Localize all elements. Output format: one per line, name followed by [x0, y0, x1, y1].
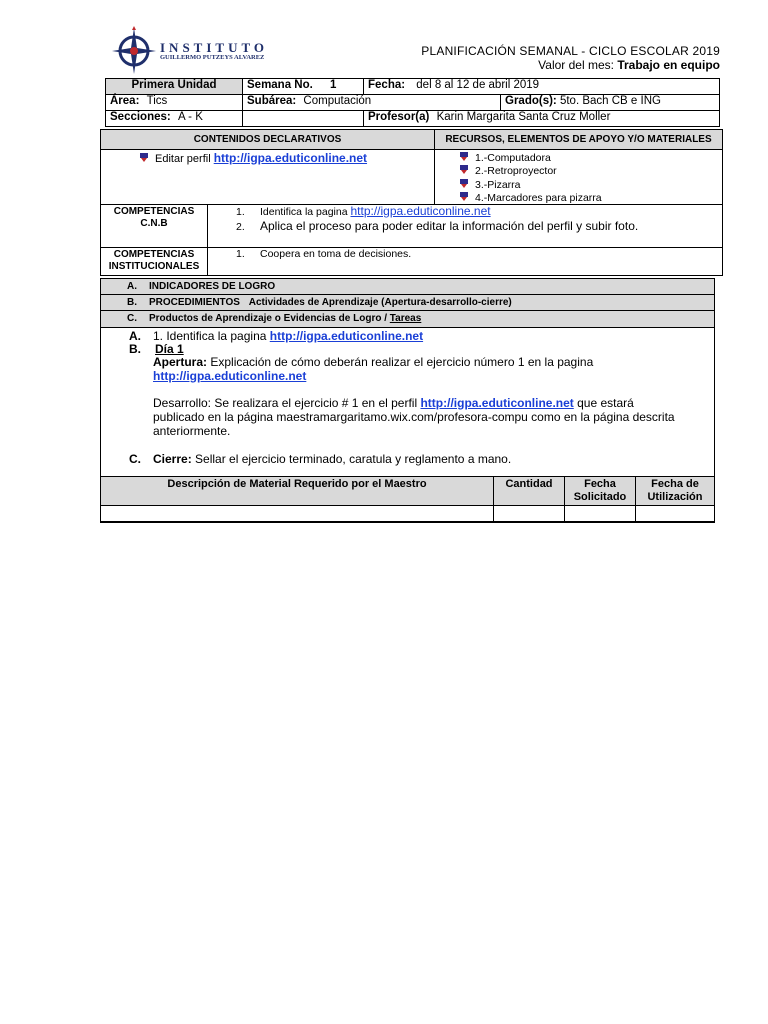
info-table: [105, 78, 720, 127]
contenidos-header-label: CONTENIDOS DECLARATIVOS: [193, 134, 342, 145]
contenidos-header: [101, 130, 435, 150]
compass-icon: [110, 26, 162, 76]
profesor-cell: [364, 111, 720, 127]
actividad-b: B. Día 1: [129, 342, 184, 356]
inst-item: Coopera en toma de decisiones.: [260, 248, 412, 261]
grado-cell: [501, 95, 720, 111]
profesor-label: Profesor(a): [368, 111, 430, 123]
recursos-header-label: RECURSOS, ELEMENTOS DE APOYO Y/O MATERIALES: [445, 134, 712, 145]
subarea-label: Subárea:: [247, 95, 297, 107]
material-cell: [636, 506, 715, 522]
bullet-icon: [459, 165, 469, 175]
grado-label: Grado(s):: [505, 95, 557, 107]
fecha-value: del 8 al 12 de abril 2019: [416, 79, 540, 91]
cnb-item: 2. Aplica el proceso para poder editar la información del perfil y subir foto.: [236, 219, 639, 234]
contenidos-table: [100, 129, 723, 276]
bullet-icon: [459, 152, 469, 162]
valor-value: Trabajo en equipo: [617, 58, 720, 72]
bullet-icon: [459, 179, 469, 189]
actividades-body: [101, 328, 714, 478]
recurso-item: 1.-Computadora: [459, 151, 718, 164]
contenidos-item-text: Editar perfil: [155, 153, 214, 165]
page-title: PLANIFICACIÓN SEMANAL - CICLO ESCOLAR 2019: [421, 44, 720, 58]
unidad: Primera Unidad: [131, 79, 217, 91]
bullet-icon: [139, 153, 149, 163]
subarea-cell: [243, 95, 501, 111]
empty-cell: [243, 111, 364, 127]
fecha-label: Fecha:: [368, 79, 406, 91]
competencias-inst-label: COMPETENCIAS INSTITUCIONALES: [101, 248, 208, 276]
area-value: Tics: [146, 95, 168, 107]
cnb-item-link[interactable]: http://igpa.eduticonline.net: [350, 204, 491, 219]
cierre: C. Cierre: Sellar el ejercicio terminado, caratula y reglamento a mano.: [129, 452, 512, 466]
material-desc-header: Descripción de Material Requerido por el Maestro: [101, 477, 494, 506]
competencias-cnb-cell: [208, 205, 723, 248]
tareas-label: Tareas: [389, 313, 422, 324]
subarea-value: Computación: [303, 95, 372, 107]
area-cell: [106, 95, 243, 111]
recurso-item: 4.-Marcadores para pizarra: [459, 191, 718, 204]
desarrollo: Desarrollo: Se realizara el ejercicio # 1 en el perfil http://igpa.eduticonline.net que estará publicado en la página maestramargaritamo.wix.com/profesora-compu como en la página descrita anteriormente.: [153, 396, 675, 438]
recursos-cell: [434, 150, 722, 205]
contenidos-item-link[interactable]: http://igpa.eduticonline.net: [213, 151, 368, 165]
recurso-item: 2.-Retroproyector: [459, 164, 718, 177]
material-fecha-uti-header: Fecha de Utilización: [636, 477, 715, 506]
logo-subtitle: GUILLERMO PUTZEYS ALVAREZ: [160, 54, 265, 61]
semana-value: 1: [330, 79, 337, 91]
indicador-a-row: A. INDICADORES DE LOGRO: [101, 279, 714, 295]
apertura-link[interactable]: http://igpa.eduticonline.net: [153, 369, 307, 383]
competencias-inst-cell: 1. Coopera en toma de decisiones.: [208, 248, 723, 276]
grado-value: 5to. Bach CB e ING: [559, 95, 661, 107]
desarrollo-link[interactable]: http://igpa.eduticonline.net: [420, 396, 574, 410]
valor-label: Valor del mes:: [538, 58, 618, 72]
actividad-a-link[interactable]: http://igpa.eduticonline.net: [269, 329, 424, 343]
recurso-item: 3.-Pizarra: [459, 178, 718, 191]
secciones-label: Secciones:: [110, 111, 171, 123]
valor-del-mes: [538, 58, 720, 72]
material-cell: [101, 506, 494, 522]
semana-label: Semana No.: [247, 79, 313, 91]
material-cell: [565, 506, 636, 522]
secciones-cell: [106, 111, 243, 127]
logo-title: INSTITUTO: [160, 40, 269, 55]
competencias-cnb-label: COMPETENCIAS C.N.B: [101, 205, 208, 248]
semana-cell: [243, 79, 364, 95]
area-label: Área:: [110, 95, 140, 107]
profesor-value: Karin Margarita Santa Cruz Moller: [436, 111, 611, 123]
indicador-c-row: C. Productos de Aprendizaje o Evidencias de Logro / Tareas: [101, 311, 714, 328]
indicador-b-row: B. PROCEDIMIENTOS Actividades de Aprendizaje (Apertura-desarrollo-cierre): [101, 295, 714, 311]
apertura: Apertura: Explicación de cómo deberán realizar el ejercicio número 1 en la pagina http://igpa.eduticonline.net: [153, 355, 594, 383]
unidad-cell: [106, 79, 243, 95]
contenidos-cell: [101, 150, 435, 205]
cnb-item: 1. Identifica la pagina http://igpa.eduticonline.net: [236, 204, 491, 219]
material-cantidad-header: Cantidad: [494, 477, 565, 506]
material-table: [100, 476, 715, 522]
material-cell: [494, 506, 565, 522]
secciones-value: A - K: [177, 111, 203, 123]
logo: [110, 26, 280, 76]
fecha-cell: [364, 79, 720, 95]
material-fecha-sol-header: Fecha Solicitado: [565, 477, 636, 506]
actividad-a: A. 1. Identifica la pagina http://igpa.eduticonline.net: [129, 329, 424, 343]
recursos-header: [434, 130, 722, 150]
bullet-icon: [459, 192, 469, 202]
